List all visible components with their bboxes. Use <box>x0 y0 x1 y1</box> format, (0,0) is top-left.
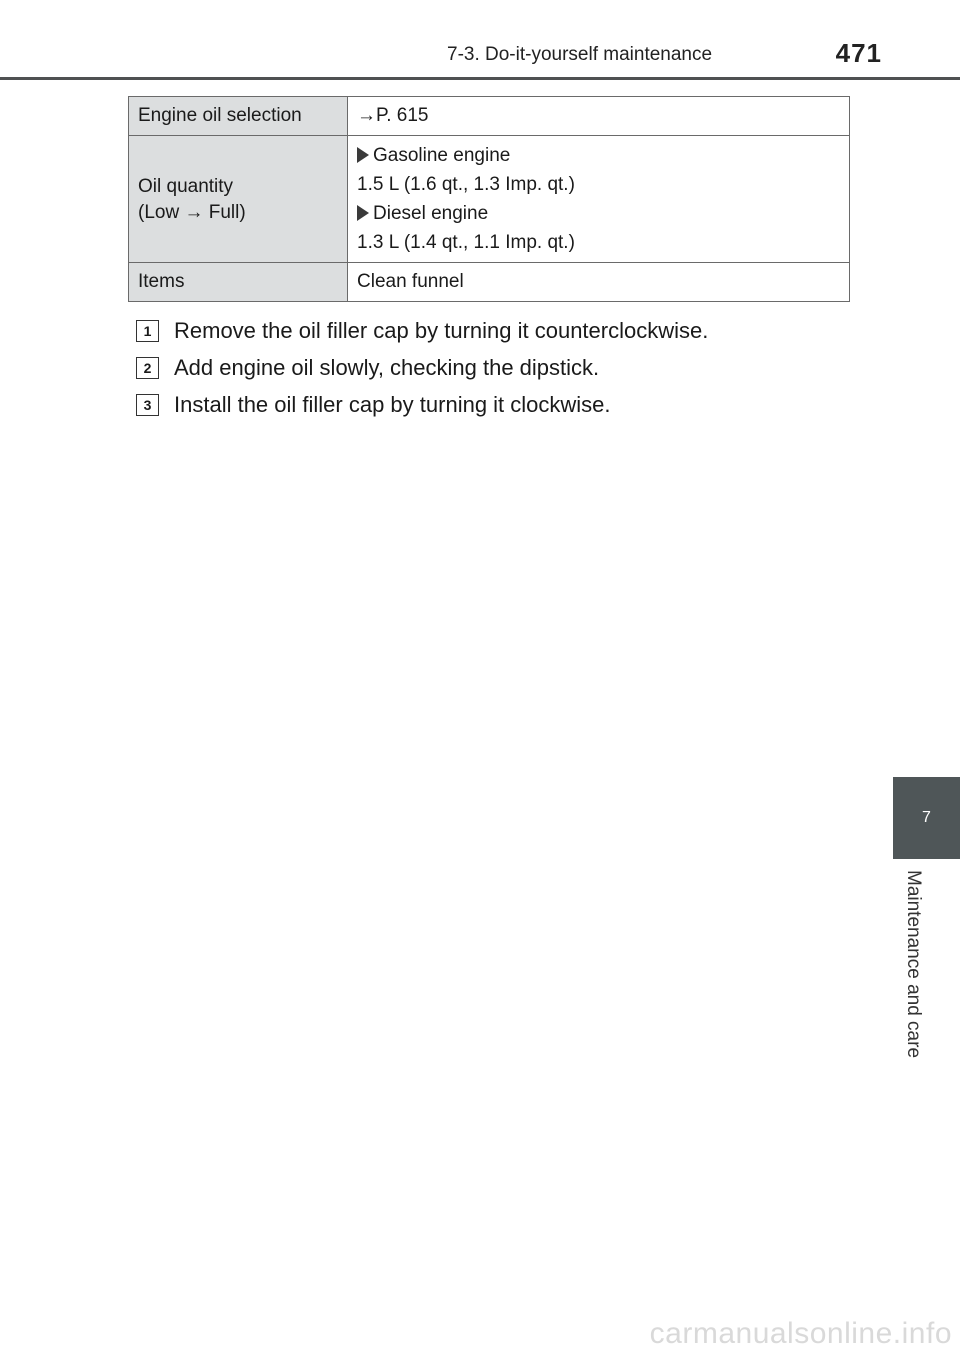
table-row <box>129 263 850 302</box>
row-value-oil-quantity <box>348 136 850 263</box>
chapter-number: 7 <box>922 809 931 826</box>
triangle-bullet-icon <box>357 205 369 221</box>
oil-quantity-range-label: (Low → Full) <box>138 201 246 223</box>
diesel-heading-text: Diesel engine <box>373 203 489 224</box>
step-text: Install the oil filler cap by turning it clockwise. <box>174 391 611 417</box>
list-item <box>136 386 708 423</box>
list-item <box>136 312 708 349</box>
watermark: carmanualsonline.info <box>649 1317 952 1350</box>
page-number: 471 <box>835 38 882 68</box>
row-value-page-reference[interactable]: →P. 615 <box>348 97 850 136</box>
row-label-engine-oil-selection: Engine oil selection <box>129 97 348 136</box>
chapter-title: Maintenance and care <box>903 870 924 1059</box>
gasoline-heading <box>357 141 840 170</box>
row-value-items: Clean funnel <box>348 263 850 302</box>
procedure-steps <box>136 312 708 423</box>
specification-table <box>128 96 850 302</box>
gasoline-quantity: 1.5 L (1.6 qt., 1.3 Imp. qt.) <box>357 174 575 195</box>
row-label-oil-quantity <box>129 136 348 263</box>
table-row <box>129 97 850 136</box>
chapter-tab[interactable] <box>893 777 960 859</box>
gasoline-heading-text: Gasoline engine <box>373 145 511 166</box>
step-number-badge: 2 <box>136 357 159 379</box>
header-rule <box>0 77 960 80</box>
step-number-badge: 3 <box>136 394 159 416</box>
step-text: Remove the oil filler cap by turning it counterclockwise. <box>174 317 709 343</box>
table-row <box>129 136 850 263</box>
diesel-quantity: 1.3 L (1.4 qt., 1.1 Imp. qt.) <box>357 232 575 253</box>
step-text: Add engine oil slowly, checking the dipstick. <box>174 354 600 380</box>
section-title: 7-3. Do-it-yourself maintenance <box>447 44 713 65</box>
diesel-heading <box>357 199 840 228</box>
triangle-bullet-icon <box>357 147 369 163</box>
step-number-badge: 1 <box>136 320 159 342</box>
row-label-items: Items <box>129 263 348 302</box>
oil-quantity-label: Oil quantity <box>138 175 234 197</box>
list-item <box>136 349 708 386</box>
